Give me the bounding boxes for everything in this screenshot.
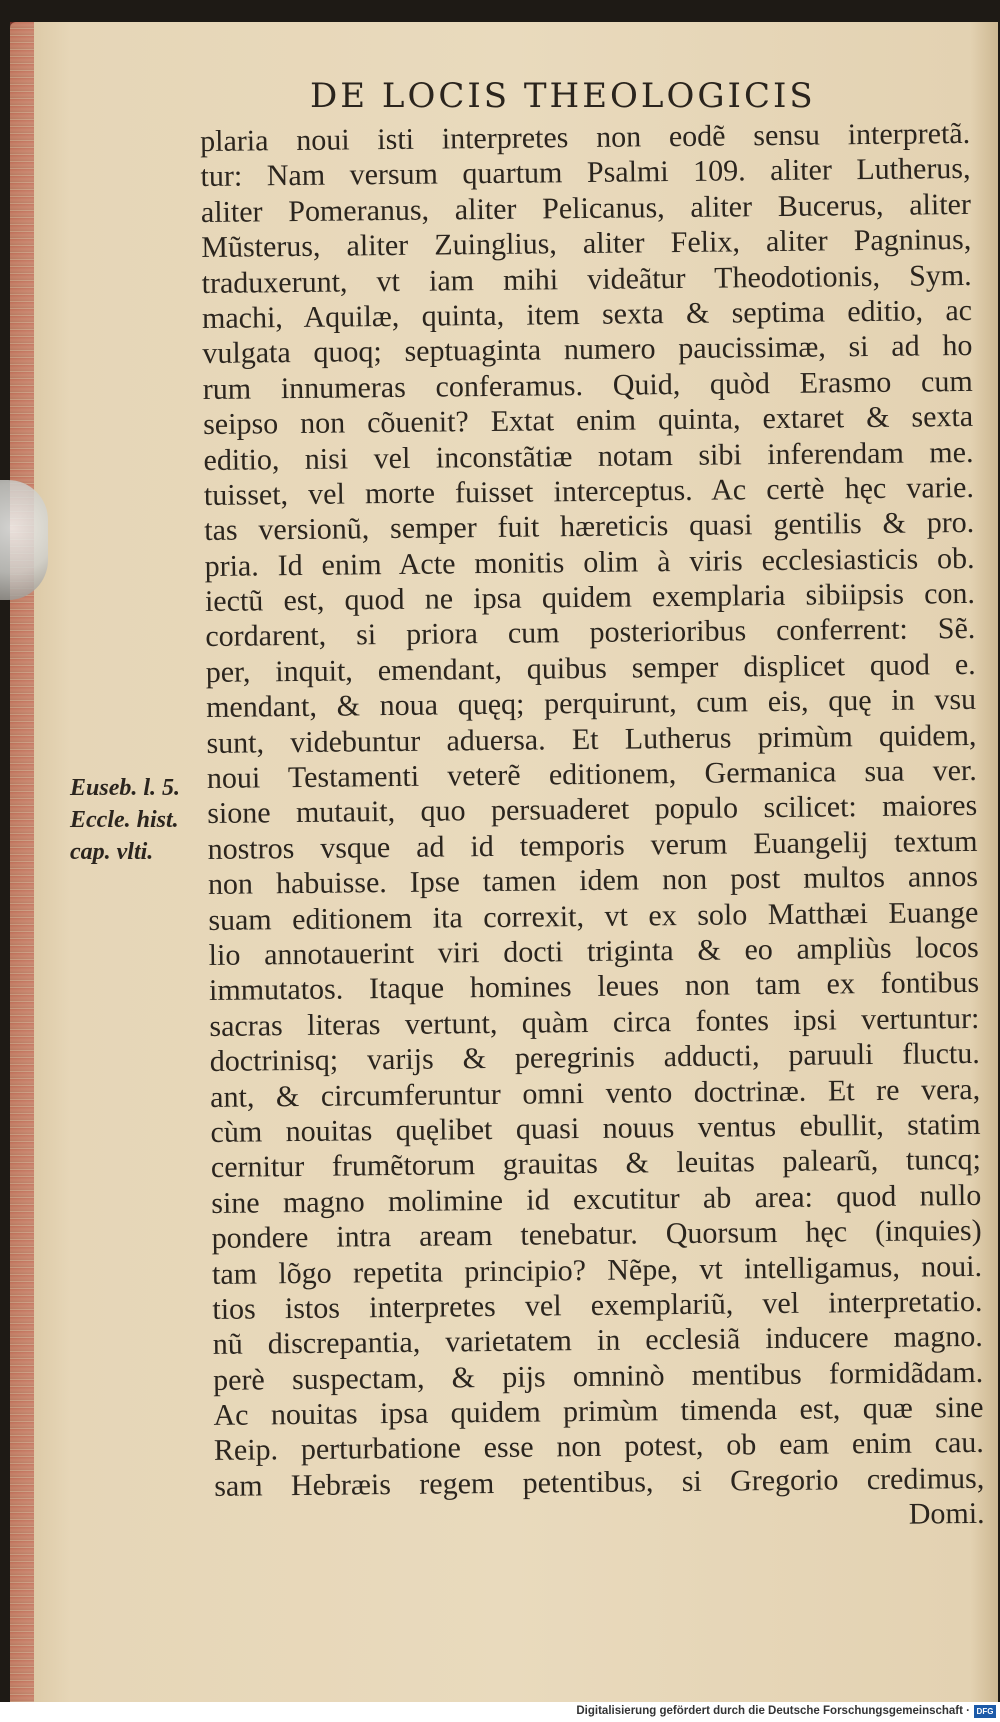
text-line: Ac nouitas ipsa quidem primùm timenda est, quæ sine xyxy=(213,1390,984,1432)
text-line: cùm nouitas quęlibet quasi nouus ventus ebullit, statim xyxy=(210,1107,981,1149)
footer-bar xyxy=(0,1702,1000,1722)
text-line: pondere intra aream tenebatur. Quorsum hęc (inquies) xyxy=(211,1213,982,1256)
marginal-note-line: Euseb. l. 5. xyxy=(70,775,181,801)
text-line: sunt, videbuntur aduersa. Et Lutherus primùm quidem, xyxy=(206,718,977,760)
text-line: nostros vsque ad id temporis verum Euangelij textum xyxy=(207,824,978,866)
text-line: cordarent, si priora cum posterioribus conferrent: Sẽ. xyxy=(205,612,976,654)
text-line: sacras literas vertunt, quàm circa fontes ipsi vertuntur: xyxy=(209,1001,980,1043)
text-line: seipso non cõuenit? Extat enim quinta, extaret & sexta xyxy=(202,400,974,442)
text-line: lio annotauerint viri docti triginta & eo ampliùs locos xyxy=(208,930,979,972)
text-line: aliter Pomeranus, aliter Pelicanus, aliter Bucerus, aliter xyxy=(200,187,972,229)
text-line: per, inquit, emendant, quibus semper displicet quod e. xyxy=(205,647,976,689)
marginal-note-line: cap. vlti. xyxy=(70,839,154,865)
text-line: sam Hebræis regem petentibus, si Gregorio credimus, xyxy=(214,1461,985,1503)
text-line: doctrinisq; varijs & peregrinis adducti, paruuli fluctu. xyxy=(209,1037,980,1079)
text-line: editio, nisi vel inconstãtiæ notam sibi inferendam me. xyxy=(203,435,974,477)
text-line: traduxerunt, vt iam mihi videãtur Theodotionis, Sym. xyxy=(201,258,972,300)
text-line: Mũsterus, aliter Zuinglius, aliter Felix, aliter Pagninus, xyxy=(201,223,972,265)
text-line: cernitur frumẽtorum grauitas & leuitas palearũ, tuncq; xyxy=(210,1143,982,1185)
text-line: rum innumeras conferamus. Quid, quòd Erasmo cum xyxy=(202,364,973,406)
text-line: non habuisse. Ipse tamen idem non post multos annos xyxy=(207,860,979,902)
text-line: vulgata quoq; septuaginta numero paucissimæ, si ad ho xyxy=(202,329,973,371)
text-line: machi, Aquilæ, quinta, item sexta & septima editio, ac xyxy=(201,293,973,335)
running-head: DE LOCIS THEOLOGICIS xyxy=(310,76,816,116)
scanner-clip xyxy=(0,480,48,600)
text-line: plaria noui isti interpretes non eodẽ sensu interpretã. xyxy=(200,116,971,158)
text-line: iectũ est, quod ne ipsa quidem exemplaria sibiipsis con. xyxy=(204,576,976,619)
text-line: ant, & circumferuntur omni vento doctrinæ. Et re vera, xyxy=(210,1072,981,1114)
dfg-logo: DFG xyxy=(974,1705,996,1718)
marginal-note-line: Eccle. hist. xyxy=(70,807,179,833)
footer-credit: Digitalisierung gefördert durch die Deutsche Forschungsgemeinschaft · xyxy=(576,1705,970,1717)
text-line: noui Testamenti veterẽ editionem, Germanica sua ver. xyxy=(206,753,977,795)
text-line: Reip. perturbatione esse non potest, ob eam enim cau. xyxy=(213,1426,985,1468)
text-line: nũ discrepantia, varietatem in ecclesiã inducere magno. xyxy=(212,1320,983,1362)
text-line: immutatos. Itaque homines leues non tam ex fontibus xyxy=(208,966,980,1008)
text-line: pria. Id enim Acte monitis olim à viris ecclesiasticis ob. xyxy=(204,541,975,583)
text-line: Domi. xyxy=(908,1497,985,1531)
text-line: tuisset, vel morte fuisset interceptus. Ac certè hęc varie. xyxy=(203,470,975,512)
page-edge-red xyxy=(10,22,34,1702)
text-line: tur: Nam versum quartum Psalmi 109. aliter Lutherus, xyxy=(200,152,971,194)
text-line: tios istos interpretes vel exemplariũ, vel interpretatio. xyxy=(212,1284,983,1326)
marginal-note xyxy=(70,772,210,868)
text-line: mendant, & noua quęq; perquirunt, cum eis, quę in vsu xyxy=(205,683,977,725)
text-line: sine magno molimine id excutitur ab area: quod nullo xyxy=(211,1178,982,1220)
text-line: perè suspectam, & pijs omninò mentibus formidãdam. xyxy=(212,1355,984,1397)
body-text xyxy=(200,116,985,1540)
text-line: tam lõgo repetita principio? Nẽpe, vt intelligamus, noui. xyxy=(211,1249,983,1291)
text-line: suam editionem ita correxit, vt ex solo Matthæi Euange xyxy=(208,895,979,937)
text-line: sione mutauit, quo persuaderet populo scilicet: maiores xyxy=(207,789,978,831)
text-line: tas versionũ, semper fuit hæreticis quasi gentilis & pro. xyxy=(204,506,975,548)
